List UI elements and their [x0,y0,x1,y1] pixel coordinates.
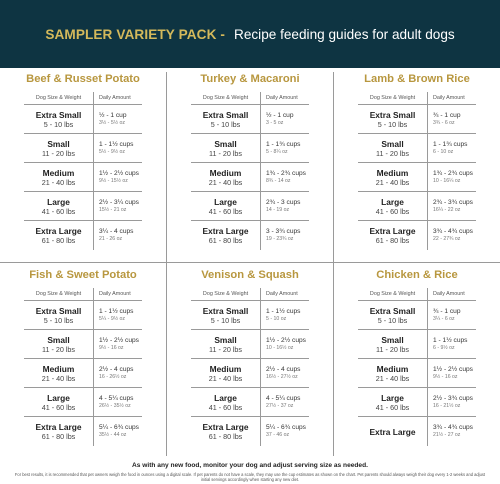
table-row [24,192,142,221]
table-row [191,134,309,163]
header-banner [0,0,500,68]
weight-range: 61 - 80 lbs [208,236,243,245]
feeding-table [24,288,142,446]
header-dog-size: Dog Size & Weight [358,92,428,104]
header-dog-size: Dog Size & Weight [24,288,94,300]
table-header-row [191,92,309,105]
weight-range: 21 - 40 lbs [208,373,243,383]
daily-amount-cell [428,221,476,250]
size-name: Extra Small [35,305,82,316]
size-name: Small [381,334,404,345]
size-name: Medium [376,167,409,178]
amount-cups: 4 - 5¼ cups [99,394,134,402]
table-header-row [358,92,476,105]
header-title: SAMPLER VARIETY PACK - [45,26,225,42]
dog-size-cell [358,221,428,250]
daily-amount-cell [261,330,309,358]
header-daily-amount: Daily Amount [433,95,465,101]
table-row [24,134,142,163]
amount-cups: 3¼ - 4 cups [99,228,134,235]
recipe-panel [0,267,166,455]
weight-range: 11 - 20 lbs [375,148,410,158]
header-dog-size: Dog Size & Weight [24,92,94,104]
dog-size-cell [24,134,94,162]
table-row [191,330,309,359]
amount-ounces: 3½ - 5½ oz [99,119,125,126]
size-name: Medium [42,363,75,374]
table-row [24,417,142,446]
dog-size-cell [24,301,94,329]
amount-cups: 1¾ - 2¾ cups [433,169,473,177]
recipe-panel [0,71,166,259]
amount-cups: 1½ - 2½ cups [99,336,139,344]
table-row [24,105,142,134]
daily-amount-cell [261,134,309,162]
amount-cups: 1½ - 2½ cups [99,169,139,177]
weight-range: 61 - 80 lbs [375,236,410,245]
dog-size-cell [24,330,94,358]
dog-size-cell [358,330,428,358]
amount-ounces: 10 - 16¼ oz [433,177,461,184]
weight-range: 41 - 60 lbs [41,206,76,216]
daily-amount-cell [94,163,142,191]
size-name: Medium [42,167,75,178]
footer-note-text: For best results, it is recommended that pet owners weigh the food in ounces using a digital scale. If pet parents do not have a scale, they may use the cup estimates as shown on the chart. Pet parents should always weigh their dog every 1-2 weeks and adjust initial servings accordingly when starting any new diet. [14,472,486,482]
weight-range: 11 - 20 lbs [41,148,76,158]
table-row [358,417,476,446]
daily-amount-cell [428,105,476,133]
weight-range: 61 - 80 lbs [208,432,243,441]
weight-range: 5 - 10 lbs [210,315,241,325]
daily-amount-cell [94,388,142,416]
size-name: Large [47,392,70,403]
amount-cups: ¾ - 1 cup [433,307,461,315]
amount-ounces: 22 - 27¾ oz [433,236,461,242]
amount-ounces: 35½ - 44 oz [99,432,127,438]
table-row [191,301,309,330]
weight-range: 41 - 60 lbs [208,402,243,412]
amount-cups: ½ - 1 cup [99,111,127,119]
size-name: Small [47,334,70,345]
table-row [24,359,142,388]
dog-size-cell [358,134,428,162]
amount-ounces: 16¼ - 22 oz [433,206,461,213]
recipe-title: Lamb & Brown Rice [364,73,470,85]
amount-ounces: 16 - 21½ oz [433,402,461,409]
size-name: Large [214,196,237,207]
recipe-title: Beef & Russet Potato [26,73,140,85]
daily-amount-cell [261,221,309,250]
daily-amount-cell [261,163,309,191]
size-name: Medium [376,363,409,374]
amount-cups: ½ - 1 cup [266,111,294,119]
dog-size-cell [358,192,428,220]
size-name: Large [381,196,404,207]
daily-amount-cell [261,301,309,329]
weight-range: 21 - 40 lbs [41,373,76,383]
amount-cups: 5¼ - 6¾ cups [266,424,306,431]
header-daily-amount: Daily Amount [266,291,298,297]
amount-ounces: 6 - 10 oz [433,148,454,155]
size-name: Large [214,392,237,403]
amount-ounces: 5½ - 9½ oz [99,148,125,155]
amount-cups: 2½ - 3¼ cups [99,198,139,206]
amount-ounces: 9½ - 15½ oz [99,177,128,184]
table-row [358,134,476,163]
size-name: Small [214,334,237,345]
weight-range: 41 - 60 lbs [41,402,76,412]
weight-range: 11 - 20 lbs [375,344,410,354]
amount-cups: 1 - 1¾ cups [433,140,468,148]
dog-size-cell [24,105,94,133]
amount-cups: 1 - 1¾ cups [266,140,301,148]
weight-range: 41 - 60 lbs [375,402,410,412]
table-row [191,163,309,192]
amount-ounces: 10 - 16½ oz [266,344,294,351]
size-name: Large [47,196,70,207]
weight-range: 41 - 60 lbs [208,206,243,216]
daily-amount-cell [94,301,142,329]
amount-cups: 1 - 1½ cups [99,140,134,148]
weight-range: 21 - 40 lbs [375,373,410,383]
recipe-title: Fish & Sweet Potato [29,269,137,281]
dog-size-cell [24,192,94,220]
recipe-panel [167,71,333,259]
daily-amount-cell [94,359,142,387]
feeding-table [191,288,309,446]
amount-ounces: 9½ - 16 oz [99,344,124,351]
weight-range: 5 - 10 lbs [43,119,74,129]
weight-range: 61 - 80 lbs [41,432,76,441]
dog-size-cell [191,105,261,133]
amount-ounces: 6 - 9½ oz [433,344,455,351]
recipe-panel [334,267,500,455]
daily-amount-cell [428,388,476,416]
dog-size-cell [24,359,94,387]
size-name: Small [47,138,70,149]
table-row [24,163,142,192]
daily-amount-cell [261,388,309,416]
size-name: Extra Small [202,109,249,120]
table-row [358,301,476,330]
amount-cups: 1½ - 2½ cups [433,365,473,373]
feeding-table [358,288,476,446]
dog-size-cell [358,388,428,416]
amount-cups: 1 - 1½ cups [266,307,301,315]
feeding-table [24,92,142,250]
table-row [191,105,309,134]
size-name: Extra Large [369,426,416,437]
amount-cups: 2¾ - 3 cups [266,198,301,206]
weight-range: 11 - 20 lbs [41,344,76,354]
table-row [358,163,476,192]
table-row [358,359,476,388]
feeding-table [358,92,476,250]
table-header-row [191,288,309,301]
daily-amount-cell [94,221,142,250]
weight-range: 11 - 20 lbs [208,148,243,158]
recipe-panel [167,267,333,455]
dog-size-cell [191,388,261,416]
daily-amount-cell [261,359,309,387]
header-dog-size: Dog Size & Weight [191,288,261,300]
weight-range: 5 - 10 lbs [210,119,241,129]
weight-range: 11 - 20 lbs [208,344,243,354]
weight-range: 21 - 40 lbs [41,177,76,187]
amount-ounces: 27½ - 37 oz [266,402,294,409]
amount-ounces: 9½ - 16 oz [433,373,458,380]
weight-range: 41 - 60 lbs [375,206,410,216]
amount-cups: 2½ - 4 cups [266,365,301,373]
header-daily-amount: Daily Amount [433,291,465,297]
recipe-grid [0,68,500,460]
table-header-row [24,92,142,105]
amount-cups: 1¾ - 2¾ cups [266,169,306,177]
size-name: Extra Small [369,305,416,316]
amount-ounces: 5 - 10 oz [266,315,287,322]
table-row [24,330,142,359]
table-header-row [358,288,476,301]
dog-size-cell [191,134,261,162]
footer-main-text: As with any new food, monitor your dog and adjust serving size as needed. [132,462,368,469]
dog-size-cell [191,301,261,329]
header-daily-amount: Daily Amount [99,95,131,101]
size-name: Extra Small [35,109,82,120]
weight-range: 5 - 10 lbs [43,315,74,325]
amount-cups: 1½ - 2½ cups [266,336,306,344]
amount-ounces: 5 - 8¼ oz [266,148,288,155]
feeding-table [191,92,309,250]
header-daily-amount: Daily Amount [266,95,298,101]
dog-size-cell [191,330,261,358]
table-row [24,388,142,417]
amount-cups: ¾ - 1 cup [433,111,461,119]
amount-ounces: 3¼ - 6 oz [433,315,455,322]
dog-size-cell [24,388,94,416]
daily-amount-cell [94,192,142,220]
amount-cups: 3¾ - 4¾ cups [433,424,473,431]
daily-amount-cell [428,301,476,329]
amount-cups: 5¼ - 6¾ cups [99,424,139,431]
amount-cups: 1 - 1½ cups [99,307,134,315]
weight-range: 21 - 40 lbs [208,177,243,187]
amount-cups: 2½ - 3¾ cups [433,394,473,402]
weight-range: 21 - 40 lbs [375,177,410,187]
table-row [358,388,476,417]
daily-amount-cell [428,134,476,162]
table-row [191,417,309,446]
dog-size-cell [358,301,428,329]
daily-amount-cell [428,192,476,220]
daily-amount-cell [428,417,476,446]
size-name: Medium [209,167,242,178]
weight-range: 61 - 80 lbs [41,236,76,245]
size-name: Large [381,392,404,403]
amount-ounces: 26½ - 35½ oz [99,402,131,409]
header-dog-size: Dog Size & Weight [358,288,428,300]
dog-size-cell [24,163,94,191]
recipe-title: Chicken & Rice [376,269,458,281]
recipe-panel [334,71,500,259]
daily-amount-cell [94,134,142,162]
amount-ounces: 19 - 23¾ oz [266,236,294,242]
recipe-title: Venison & Squash [201,269,299,281]
size-name: Extra Large [202,422,249,432]
daily-amount-cell [428,359,476,387]
dog-size-cell [24,221,94,250]
daily-amount-cell [428,163,476,191]
table-row [358,192,476,221]
size-name: Extra Large [35,226,82,236]
weight-range: 5 - 10 lbs [377,119,408,129]
size-name: Small [381,138,404,149]
table-row [358,221,476,250]
amount-cups: 1 - 1½ cups [433,336,468,344]
dog-size-cell [358,417,428,446]
amount-ounces: 16½ - 27½ oz [266,373,298,380]
table-row [24,221,142,250]
daily-amount-cell [261,192,309,220]
daily-amount-cell [428,330,476,358]
amount-cups: 3 - 3¾ cups [266,228,301,235]
amount-ounces: 3 - 5 oz [266,119,284,126]
header-daily-amount: Daily Amount [99,291,131,297]
table-row [358,105,476,134]
table-row [191,221,309,250]
header-subtitle: Recipe feeding guides for adult dogs [234,26,455,42]
dog-size-cell [191,192,261,220]
amount-ounces: 5¼ - 9½ oz [99,315,125,322]
daily-amount-cell [261,417,309,446]
size-name: Small [214,138,237,149]
row-divider [0,262,500,263]
weight-range: 5 - 10 lbs [377,315,408,325]
size-name: Extra Small [202,305,249,316]
amount-ounces: 8¾ - 14 oz [266,177,291,184]
amount-cups: 4 - 5¼ cups [266,394,301,402]
amount-cups: 2¾ - 3¾ cups [433,198,473,206]
table-row [191,192,309,221]
dog-size-cell [358,163,428,191]
daily-amount-cell [94,330,142,358]
amount-ounces: 16 - 26½ oz [99,373,127,380]
dog-size-cell [191,163,261,191]
header-dog-size: Dog Size & Weight [191,92,261,104]
dog-size-cell [358,359,428,387]
dog-size-cell [191,359,261,387]
amount-ounces: 14 - 19 oz [266,206,290,213]
dog-size-cell [358,105,428,133]
table-row [191,388,309,417]
size-name: Extra Small [369,109,416,120]
table-row [358,330,476,359]
daily-amount-cell [261,105,309,133]
daily-amount-cell [94,417,142,446]
size-name: Medium [209,363,242,374]
size-name: Extra Large [35,422,82,432]
amount-ounces: 37 - 46 oz [266,432,290,438]
dog-size-cell [24,417,94,446]
daily-amount-cell [94,105,142,133]
amount-cups: 2½ - 4 cups [99,365,134,373]
dog-size-cell [191,417,261,446]
table-row [191,359,309,388]
amount-ounces: 21 - 26 oz [99,236,123,242]
amount-ounces: 3¾ - 6 oz [433,119,455,126]
dog-size-cell [191,221,261,250]
amount-ounces: 21½ - 27 oz [433,432,461,438]
amount-cups: 3¾ - 4¾ cups [433,228,473,235]
table-header-row [24,288,142,301]
amount-ounces: 15½ - 21 oz [99,206,127,213]
recipe-title: Turkey & Macaroni [200,73,300,85]
size-name: Extra Large [369,226,416,236]
size-name: Extra Large [202,226,249,236]
table-row [24,301,142,330]
